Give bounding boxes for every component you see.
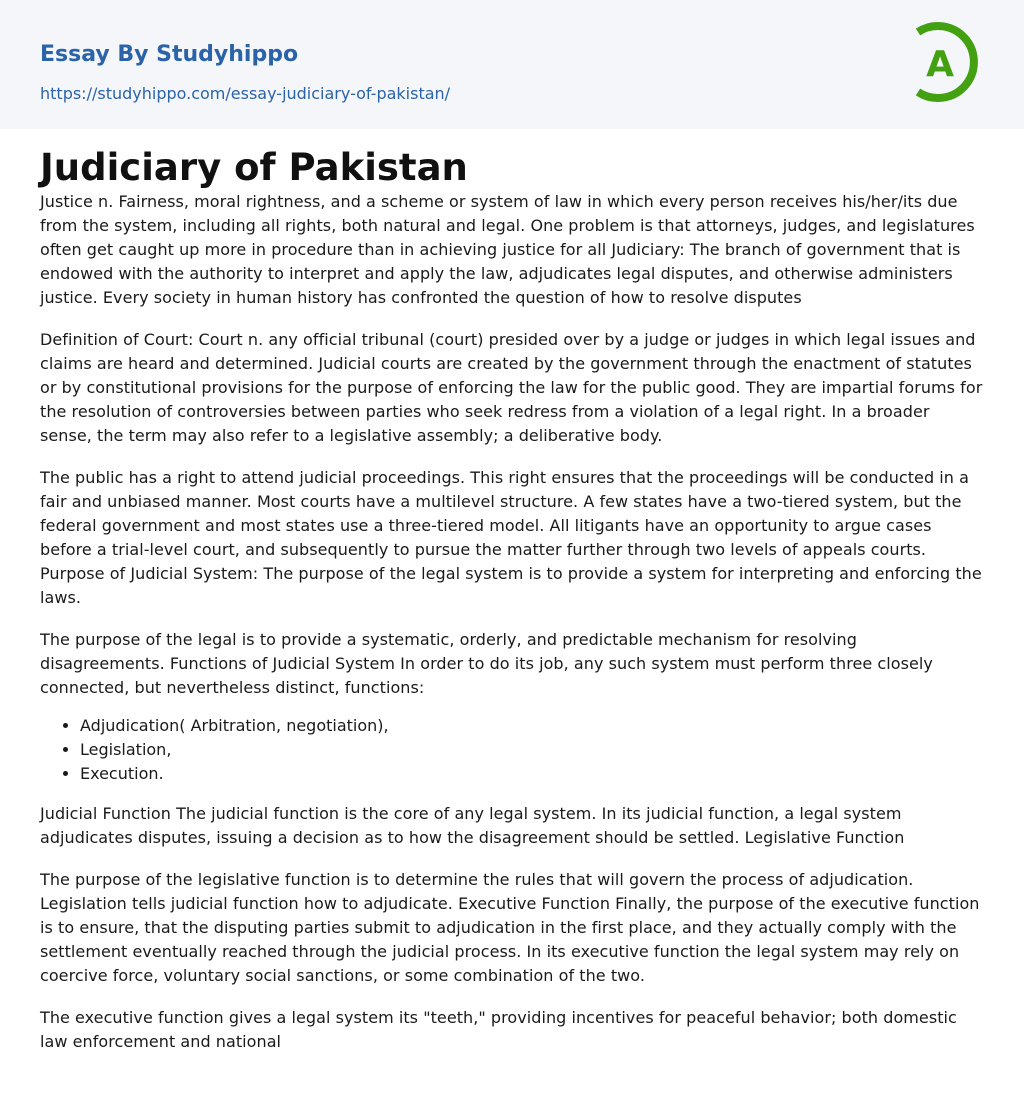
- list-item: • Execution.: [80, 762, 984, 786]
- paragraph: The public has a right to attend judicial proceedings. This right ensures that the proceedings will be conducted in a fair and unbiased manner. Most courts have a multilevel structure. A few states have a two-tiered system, but the federal government and most states use a three-tiered model. All litigants have an opportunity to argue cases before a trial-level court, and subsequently to pursue the matter further through two levels of appeals courts. Purpose of Judicial System: The purpose of the legal system is to provide a system for interpreting and enforcing the laws.: [40, 468, 982, 607]
- paragraph: Justice n. Fairness, moral rightness, and a scheme or system of law in which every person receives his/her/its due from the system, including all rights, both natural and legal. One problem is that attorneys, judges, and legislatures often get caught up more in procedure than in achieving justice for all Judiciary: The branch of government that is endowed with the authority to interpret and apply the law, adjudicates legal disputes, and otherwise administers justice. Every society in human history has confronted the question of how to resolve disputes: [40, 192, 975, 307]
- svg-text:A: A: [926, 44, 954, 85]
- brand-title: Essay By Studyhippo: [40, 42, 299, 67]
- functions-list: [40, 714, 984, 786]
- studyhippo-logo-icon[interactable]: [910, 18, 990, 106]
- paragraph: The purpose of the legislative function is to determine the rules that will govern the process of adjudication. Legislation tells judicial function how to adjudicate. Executive Function Finally, the purpose of the executive function is to ensure, that the disputing parties submit to adjudication in the first place, and they actually comply with the settlement eventually reached through the judicial process. In its executive function the legal system may rely on coercive force, voluntary social sanctions, or some combination of the two.: [40, 870, 980, 985]
- article: [0, 146, 1024, 1054]
- essay-url-link[interactable]: https://studyhippo.com/essay-judiciary-of-pakistan/: [40, 84, 451, 103]
- paragraph: Judicial Function The judicial function is the core of any legal system. In its judicial function, a legal system adjudicates disputes, issuing a decision as to how the disagreement should be settled. Legislative Function: [40, 804, 905, 847]
- list-item: • Legislation,: [80, 738, 984, 762]
- list-item: • Adjudication( Arbitration, negotiation),: [80, 714, 984, 738]
- page-title: Judiciary of Pakistan: [40, 146, 468, 189]
- paragraph: The executive function gives a legal system its "teeth," providing incentives for peaceful behavior; both domestic law enforcement and national: [40, 1008, 957, 1051]
- paragraph: Definition of Court: Court n. any official tribunal (court) presided over by a judge or judges in which legal issues and claims are heard and determined. Judicial courts are created by the government through the enactment of statutes or by constitutional provisions for the purpose of enforcing the law for the public good. They are impartial forums for the resolution of controversies between parties who seek redress from a violation of a legal right. In a broader sense, the term may also refer to a legislative assembly; a deliberative body.: [40, 330, 983, 445]
- paragraph: The purpose of the legal is to provide a systematic, orderly, and predictable mechanism for resolving disagreements. Functions of Judicial System In order to do its job, any such system must perform three closely connected, but nevertheless distinct, functions:: [40, 630, 933, 697]
- site-header: [0, 0, 1024, 129]
